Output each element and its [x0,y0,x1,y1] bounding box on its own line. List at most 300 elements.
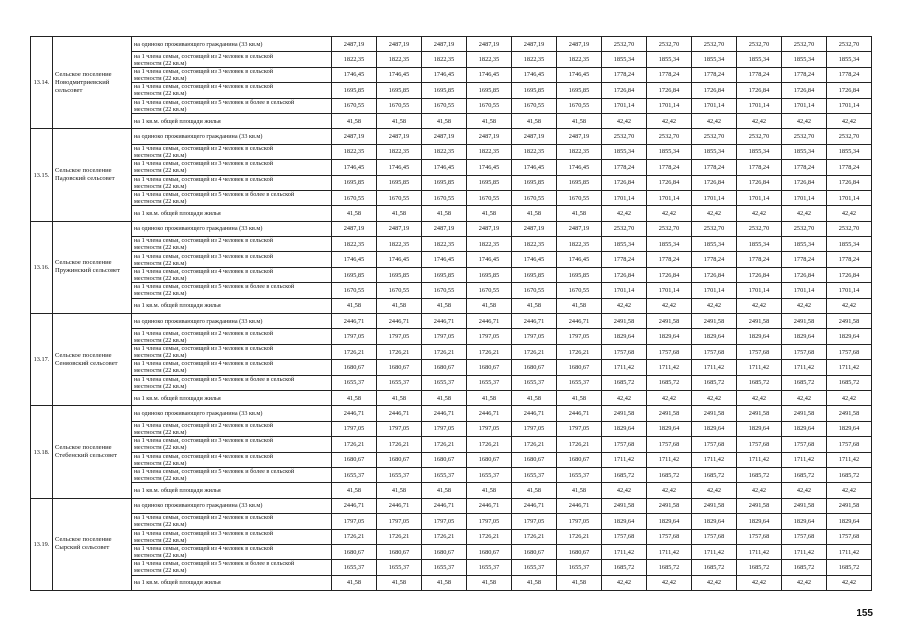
value-cell: 1797,05 [467,514,512,529]
value-cell: 1797,05 [422,421,467,436]
value-cell: 1685,72 [692,467,737,482]
value-cell: 2491,58 [602,314,647,329]
description-line: на 1 члена семьи, состоящей из 4 человек в сельской [134,175,274,183]
description-line: местности (22 кв.м) [134,567,187,575]
value-cell: 1655,37 [422,467,467,482]
value-cell: 2532,70 [827,129,872,144]
value-cell: 1695,85 [377,83,422,98]
value-cell: 2491,58 [602,406,647,421]
value-cell: 1757,68 [827,529,872,544]
value-cell: 2491,58 [647,314,692,329]
value-cell: 1685,72 [782,560,827,575]
value-cell: 1701,14 [692,283,737,298]
row-description [132,344,332,359]
value-cell: 1822,35 [512,52,557,67]
value-cell: 1711,42 [602,544,647,559]
value-cell: 41,58 [332,113,377,128]
value-cell: 1757,68 [737,344,782,359]
value-cell: 1685,72 [737,375,782,390]
value-cell: 42,42 [602,206,647,221]
table-row [31,437,872,452]
value-cell: 1711,42 [647,360,692,375]
value-cell: 1746,45 [467,160,512,175]
value-cell: 1822,35 [332,144,377,159]
value-cell: 2487,19 [422,221,467,236]
value-cell: 42,42 [692,575,737,590]
settlement-name [53,498,132,590]
value-cell: 41,58 [467,483,512,498]
value-cell: 1726,84 [782,267,827,282]
description-line: местности (22 кв.м) [134,105,187,113]
value-cell: 1797,05 [467,421,512,436]
value-cell: 2446,71 [332,314,377,329]
value-cell: 1855,34 [692,237,737,252]
row-description [132,560,332,575]
value-cell: 1685,72 [647,467,692,482]
value-cell: 1680,67 [467,544,512,559]
value-cell: 2491,58 [647,406,692,421]
settlement-name-line: сельсовет [55,86,83,94]
value-cell: 2532,70 [647,129,692,144]
tariff-table-body [31,37,872,591]
value-cell: 1757,68 [827,437,872,452]
value-cell: 1685,72 [827,375,872,390]
value-cell: 2446,71 [332,406,377,421]
value-cell: 1797,05 [557,421,602,436]
row-description: на 1 кв.м. общей площади жилья [132,298,332,313]
value-cell: 1822,35 [377,237,422,252]
value-cell: 1778,24 [827,160,872,175]
value-cell: 1670,55 [377,283,422,298]
description-line: на 1 члена семьи, состоящей из 2 человек в сельской [134,52,274,60]
value-cell: 2487,19 [332,37,377,52]
value-cell: 2491,58 [737,406,782,421]
value-cell: 41,58 [377,298,422,313]
value-cell: 1670,55 [332,190,377,205]
value-cell: 2532,70 [602,129,647,144]
value-cell: 1701,14 [647,98,692,113]
value-cell: 2491,58 [737,498,782,513]
description-line: местности (22 кв.м) [134,444,187,452]
value-cell: 1778,24 [692,252,737,267]
value-cell: 1695,85 [377,267,422,282]
value-cell: 41,58 [557,575,602,590]
value-cell: 1855,34 [782,144,827,159]
table-row [31,344,872,359]
description-line: местности (22 кв.м) [134,552,187,560]
value-cell: 1757,68 [827,344,872,359]
value-cell: 1855,34 [827,52,872,67]
value-cell: 1746,45 [422,67,467,82]
value-cell: 2491,58 [692,498,737,513]
value-cell: 1778,24 [782,160,827,175]
value-cell: 1711,42 [782,452,827,467]
table-row [31,129,872,144]
value-cell: 1655,37 [512,467,557,482]
value-cell: 2487,19 [332,129,377,144]
value-cell: 1726,84 [827,267,872,282]
value-cell: 1726,84 [692,175,737,190]
description-line: на 1 члена семьи, состоящей из 2 человек в сельской [134,237,274,245]
row-description [132,175,332,190]
value-cell: 1746,45 [512,252,557,267]
value-cell: 2532,70 [782,129,827,144]
value-cell: 1726,84 [647,83,692,98]
table-row [31,175,872,190]
value-cell: 2491,58 [827,314,872,329]
settlement-name-line: Сельское поселение [55,259,112,267]
value-cell: 1855,34 [692,52,737,67]
value-cell: 42,42 [692,298,737,313]
description-line: местности (22 кв.м) [134,151,187,159]
value-cell: 2491,58 [692,314,737,329]
value-cell: 2491,58 [782,314,827,329]
settlement-name [53,221,132,313]
value-cell: 1695,85 [422,267,467,282]
value-cell: 42,42 [692,483,737,498]
description-line: на 1 члена семьи, состоящей из 5 человек и более в сельской [134,191,295,199]
value-cell: 1822,35 [377,52,422,67]
row-description: на одиноко проживающего гражданина (33 кв.м) [132,498,332,513]
value-cell: 1726,21 [467,437,512,452]
value-cell: 2487,19 [377,129,422,144]
value-cell: 1655,37 [557,560,602,575]
value-cell: 1655,37 [332,560,377,575]
value-cell: 1711,42 [782,544,827,559]
value-cell: 1855,34 [737,52,782,67]
value-cell: 41,58 [422,113,467,128]
value-cell: 1797,05 [512,421,557,436]
value-cell: 2532,70 [692,221,737,236]
value-cell: 1701,14 [602,190,647,205]
value-cell: 1670,55 [467,190,512,205]
value-cell: 1680,67 [332,360,377,375]
value-cell: 1695,85 [467,267,512,282]
table-row [31,329,872,344]
settlement-name [53,129,132,221]
value-cell: 1797,05 [377,329,422,344]
value-cell: 1829,64 [647,329,692,344]
value-cell: 41,58 [377,575,422,590]
value-cell: 1680,67 [377,544,422,559]
value-cell: 1711,42 [647,452,692,467]
row-description [132,83,332,98]
value-cell: 41,58 [332,390,377,405]
row-description [132,421,332,436]
value-cell: 42,42 [602,390,647,405]
description-line: местности (22 кв.м) [134,521,187,529]
description-line: на 1 члена семьи, состоящей из 5 человек и более в сельской [134,468,295,476]
value-cell: 1829,64 [827,329,872,344]
row-description: на 1 кв.м. общей площади жилья [132,390,332,405]
value-cell: 42,42 [737,483,782,498]
value-cell: 1822,35 [467,237,512,252]
value-cell: 1655,37 [467,467,512,482]
value-cell: 42,42 [647,575,692,590]
value-cell: 1746,45 [332,67,377,82]
value-cell: 42,42 [827,113,872,128]
description-line: на 1 члена семьи, состоящей из 2 человек в сельской [134,144,274,152]
value-cell: 2446,71 [557,406,602,421]
value-cell: 1829,64 [737,514,782,529]
value-cell: 41,58 [422,298,467,313]
value-cell: 1746,45 [422,252,467,267]
value-cell: 1726,21 [377,529,422,544]
value-cell: 42,42 [737,206,782,221]
value-cell: 1726,21 [332,344,377,359]
value-cell: 1670,55 [332,283,377,298]
value-cell: 1822,35 [512,144,557,159]
value-cell: 1695,85 [332,83,377,98]
value-cell: 42,42 [782,298,827,313]
value-cell: 2487,19 [557,37,602,52]
table-row [31,529,872,544]
table-row [31,375,872,390]
table-row [31,113,872,128]
table-row [31,206,872,221]
value-cell: 1670,55 [512,98,557,113]
value-cell: 42,42 [647,298,692,313]
description-line: местности (22 кв.м) [134,198,187,206]
value-cell: 2532,70 [827,221,872,236]
value-cell: 1746,45 [377,67,422,82]
value-cell: 2491,58 [782,498,827,513]
value-cell: 1685,72 [602,560,647,575]
table-row [31,390,872,405]
value-cell: 1822,35 [512,237,557,252]
value-cell: 41,58 [467,575,512,590]
value-cell: 1726,84 [647,175,692,190]
value-cell: 1711,42 [647,544,692,559]
table-row [31,221,872,236]
value-cell: 2487,19 [467,37,512,52]
value-cell: 2446,71 [467,498,512,513]
value-cell: 1855,34 [602,52,647,67]
value-cell: 1829,64 [647,514,692,529]
settlement-name-line: Сельское поселение [55,167,112,175]
value-cell: 1695,85 [377,175,422,190]
value-cell: 1829,64 [782,514,827,529]
value-cell: 2532,70 [647,221,692,236]
value-cell: 1701,14 [737,190,782,205]
value-cell: 1695,85 [467,83,512,98]
value-cell: 1797,05 [422,329,467,344]
value-cell: 1726,84 [782,83,827,98]
value-cell: 1685,72 [827,467,872,482]
value-cell: 1695,85 [512,267,557,282]
table-row [31,467,872,482]
value-cell: 1829,64 [827,514,872,529]
value-cell: 1726,21 [332,529,377,544]
value-cell: 1778,24 [692,67,737,82]
settlement-name-line: Сельское поселение [55,536,112,544]
value-cell: 1726,84 [692,83,737,98]
row-description: на одиноко проживающего гражданина (33 кв.м) [132,129,332,144]
settlement-name [53,406,132,498]
value-cell: 1822,35 [557,52,602,67]
table-row [31,144,872,159]
row-description: на 1 кв.м. общей площади жилья [132,206,332,221]
value-cell: 41,58 [557,390,602,405]
value-cell: 1701,14 [647,190,692,205]
value-cell: 1726,21 [377,437,422,452]
table-row [31,514,872,529]
row-description [132,283,332,298]
value-cell: 41,58 [467,390,512,405]
value-cell: 2487,19 [512,129,557,144]
value-cell: 2446,71 [467,406,512,421]
value-cell: 1685,72 [827,560,872,575]
value-cell: 1695,85 [557,267,602,282]
value-cell: 42,42 [827,575,872,590]
value-cell: 1670,55 [557,98,602,113]
value-cell: 2532,70 [692,129,737,144]
value-cell: 1746,45 [377,160,422,175]
value-cell: 1726,21 [557,437,602,452]
table-row [31,483,872,498]
settlement-name-line: Сеняовский сельсовет [55,359,118,367]
value-cell: 41,58 [512,113,557,128]
value-cell: 42,42 [737,575,782,590]
value-cell: 1655,37 [332,375,377,390]
value-cell: 1680,67 [422,544,467,559]
row-number: 13.18. [31,406,53,498]
value-cell: 42,42 [737,298,782,313]
row-description [132,252,332,267]
value-cell: 1695,85 [422,83,467,98]
row-description [132,67,332,82]
value-cell: 1757,68 [782,437,827,452]
description-line: на 1 члена семьи, состоящей из 2 человек в сельской [134,421,274,429]
value-cell: 1746,45 [557,252,602,267]
value-cell: 42,42 [692,113,737,128]
value-cell: 41,58 [512,206,557,221]
settlement-name-line: Пружинский сельсовет [55,267,120,275]
value-cell: 41,58 [422,575,467,590]
settlement-name [53,314,132,406]
value-cell: 1757,68 [692,437,737,452]
value-cell: 1778,24 [737,67,782,82]
value-cell: 1701,14 [827,283,872,298]
value-cell: 1680,67 [512,452,557,467]
value-cell: 1829,64 [692,421,737,436]
value-cell: 2532,70 [782,37,827,52]
table-row [31,452,872,467]
row-description: на одиноко проживающего гражданина (33 кв.м) [132,221,332,236]
value-cell: 2446,71 [377,406,422,421]
value-cell: 1797,05 [422,514,467,529]
value-cell: 1757,68 [737,529,782,544]
value-cell: 2487,19 [467,129,512,144]
value-cell: 1670,55 [467,283,512,298]
value-cell: 1757,68 [737,437,782,452]
value-cell: 2487,19 [422,129,467,144]
value-cell: 42,42 [782,113,827,128]
value-cell: 2491,58 [692,406,737,421]
value-cell: 1726,21 [422,529,467,544]
value-cell: 1797,05 [377,514,422,529]
value-cell: 1778,24 [647,252,692,267]
value-cell: 1655,37 [377,375,422,390]
value-cell: 41,58 [512,483,557,498]
value-cell: 1680,67 [422,452,467,467]
table-row [31,498,872,513]
value-cell: 1685,72 [692,560,737,575]
value-cell: 1655,37 [557,467,602,482]
value-cell: 1711,42 [692,452,737,467]
description-line: местности (22 кв.м) [134,428,187,436]
value-cell: 1778,24 [827,67,872,82]
value-cell: 1797,05 [512,514,557,529]
value-cell: 1726,84 [602,175,647,190]
value-cell: 1797,05 [557,514,602,529]
settlement-name-line: Падовский сельсовет [55,175,115,183]
value-cell: 1685,72 [782,375,827,390]
row-description [132,437,332,452]
value-cell: 1797,05 [332,329,377,344]
value-cell: 2532,70 [737,37,782,52]
value-cell: 1655,37 [467,375,512,390]
value-cell: 1855,34 [647,237,692,252]
value-cell: 1670,55 [422,283,467,298]
tariff-table [30,36,872,591]
value-cell: 1778,24 [602,252,647,267]
row-description [132,467,332,482]
value-cell: 2487,19 [467,221,512,236]
value-cell: 2446,71 [422,314,467,329]
value-cell: 1685,72 [602,375,647,390]
row-number: 13.17. [31,314,53,406]
row-description: на 1 кв.м. общей площади жилья [132,113,332,128]
value-cell: 2487,19 [377,221,422,236]
value-cell: 1680,67 [332,544,377,559]
value-cell: 1726,21 [512,344,557,359]
value-cell: 41,58 [467,113,512,128]
value-cell: 1778,24 [737,252,782,267]
row-description [132,190,332,205]
value-cell: 1822,35 [422,237,467,252]
value-cell: 41,58 [332,206,377,221]
value-cell: 1829,64 [602,329,647,344]
value-cell: 1822,35 [422,52,467,67]
value-cell: 1680,67 [422,360,467,375]
value-cell: 1680,67 [467,360,512,375]
value-cell: 42,42 [692,390,737,405]
value-cell: 1757,68 [782,344,827,359]
value-cell: 42,42 [602,483,647,498]
row-description [132,360,332,375]
value-cell: 42,42 [782,206,827,221]
table-row [31,421,872,436]
value-cell: 1855,34 [647,52,692,67]
description-line: местности (22 кв.м) [134,459,187,467]
description-line: местности (22 кв.м) [134,59,187,67]
value-cell: 2491,58 [827,498,872,513]
value-cell: 1757,68 [692,529,737,544]
value-cell: 1829,64 [602,421,647,436]
value-cell: 2446,71 [332,498,377,513]
value-cell: 1757,68 [692,344,737,359]
value-cell: 2532,70 [647,37,692,52]
value-cell: 1680,67 [332,452,377,467]
table-row [31,298,872,313]
table-row [31,160,872,175]
value-cell: 1829,64 [602,514,647,529]
value-cell: 42,42 [827,206,872,221]
row-description [132,375,332,390]
row-description [132,98,332,113]
value-cell: 1711,42 [602,360,647,375]
